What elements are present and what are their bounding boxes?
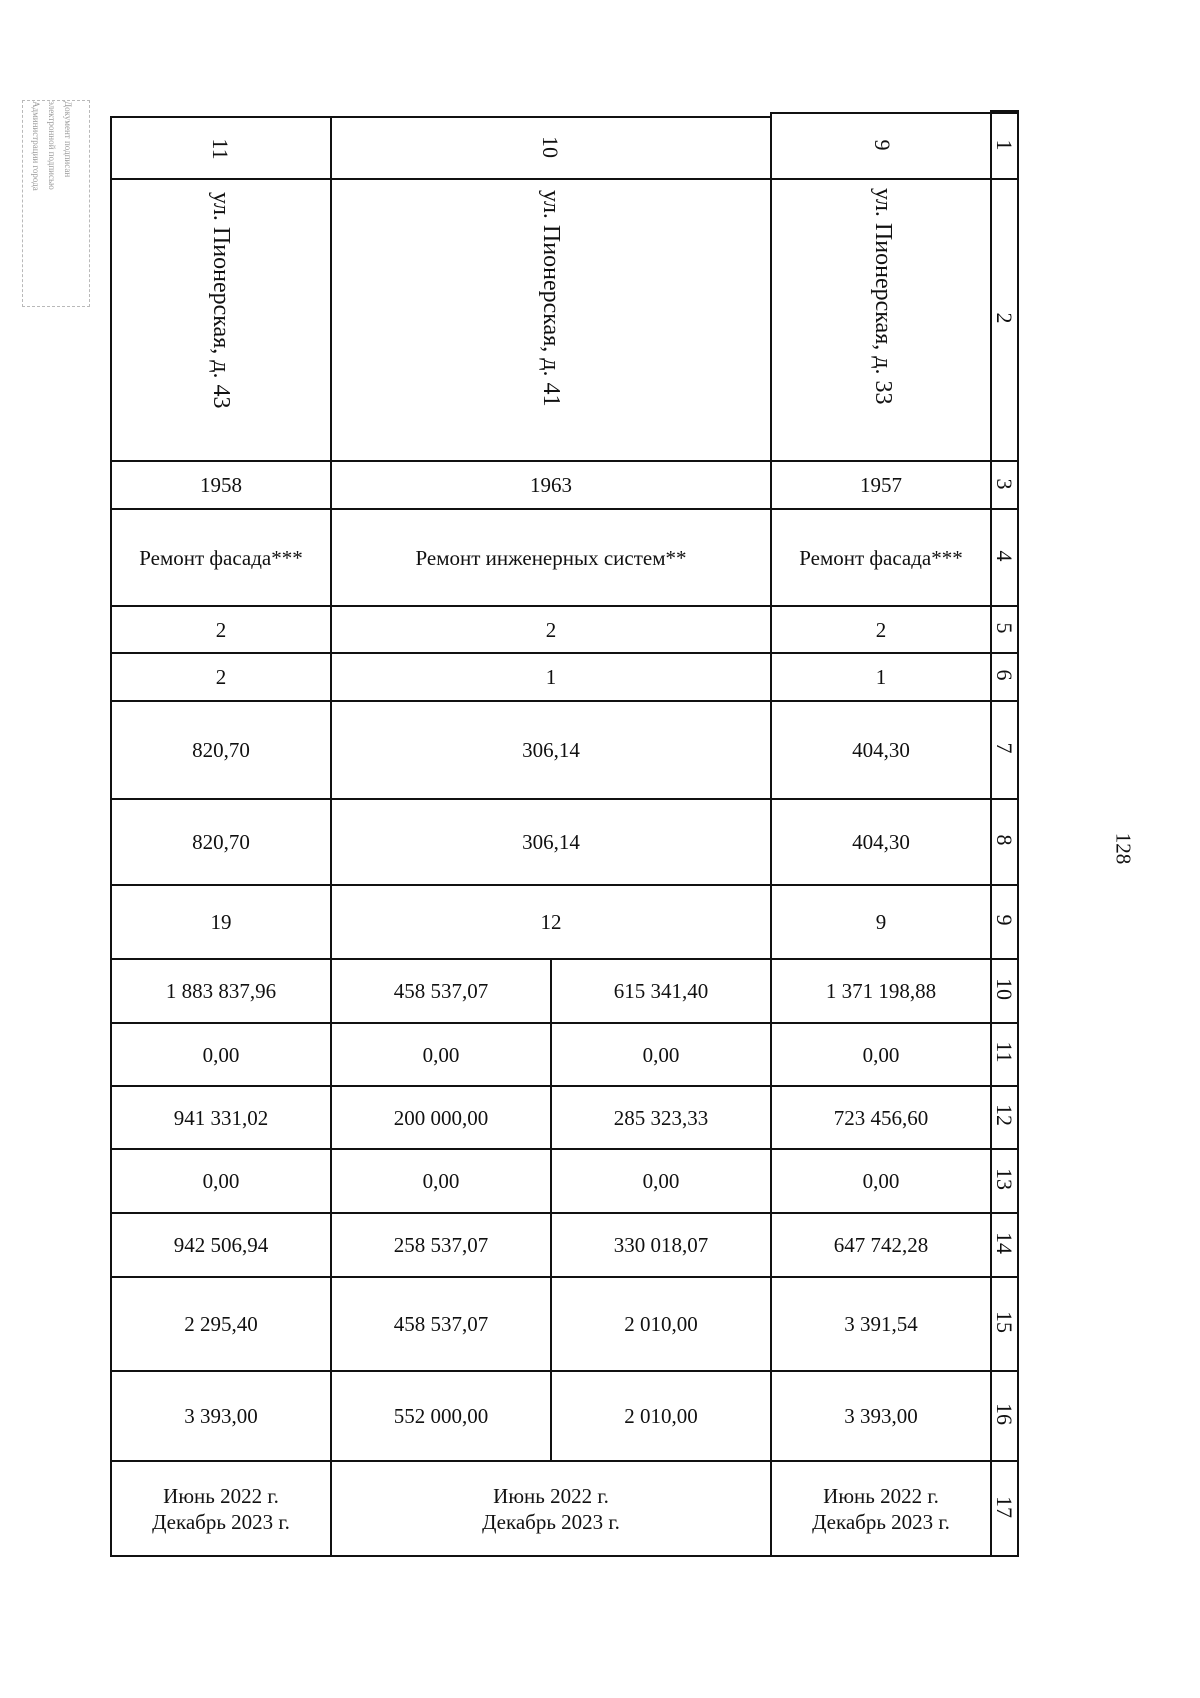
cell-11-a: 0,00: [422, 1042, 460, 1067]
cell-9: 19: [210, 910, 232, 934]
address: ул. Пионерская, д. 33: [870, 188, 896, 405]
cell-11-b: 0,00: [642, 1042, 680, 1067]
cell-16-a: 552 000,00: [393, 1404, 489, 1428]
cell-14-a: 258 537,07: [393, 1233, 489, 1257]
stamp-line: Документ подписан: [63, 101, 73, 178]
cell-5: 2: [875, 617, 887, 642]
stamp-line: электронной подписью: [47, 101, 57, 190]
cell-13-b: 0,00: [642, 1169, 680, 1193]
column-number: 10: [992, 978, 1017, 1000]
cell-5: 2: [215, 617, 227, 642]
column-number: 15: [992, 1311, 1017, 1333]
cell-7: 820,70: [192, 738, 250, 762]
cell-17: Июнь 2022 г. Декабрь 2023 г.: [812, 1483, 950, 1534]
cell-13: 0,00: [202, 1169, 240, 1193]
column-number: 8: [992, 834, 1017, 846]
cell-16: 3 393,00: [844, 1404, 918, 1428]
column-number: 17: [992, 1496, 1017, 1518]
cell-12-b: 285 323,33: [613, 1105, 709, 1130]
cell-8: 306,14: [522, 830, 580, 854]
cell-16-b: 2 010,00: [624, 1404, 698, 1428]
column-number: 4: [992, 550, 1017, 562]
stamp-line: Администрации города: [31, 101, 41, 191]
cell-14-b: 330 018,07: [613, 1233, 709, 1257]
cell-14: 647 742,28: [833, 1233, 929, 1257]
cell-12: 723 456,60: [833, 1105, 929, 1130]
cell-12: 941 331,02: [173, 1105, 269, 1130]
address: ул. Пионерская, д. 41: [538, 190, 564, 407]
address: ул. Пионерская, д. 43: [208, 192, 234, 409]
year-built: 1963: [530, 473, 572, 497]
cell-15: 3 391,54: [844, 1312, 918, 1336]
page-number: 128: [1111, 832, 1136, 865]
column-number: 14: [992, 1232, 1017, 1254]
cell-14: 942 506,94: [173, 1233, 269, 1257]
cell-17: Июнь 2022 г. Декабрь 2023 г.: [482, 1483, 620, 1534]
column-number: 16: [992, 1403, 1017, 1425]
document-stamp: [22, 100, 90, 307]
cell-5: 2: [545, 617, 557, 642]
cell-10: 1 883 837,96: [165, 979, 277, 1003]
year-built: 1958: [200, 473, 242, 497]
work-type: Ремонт инженерных систем**: [415, 545, 687, 570]
cell-6: 1: [875, 665, 887, 689]
column-number: 12: [992, 1104, 1017, 1126]
cell-9: 12: [540, 910, 562, 934]
cell-11: 0,00: [862, 1042, 900, 1067]
record-number: 11: [208, 138, 233, 160]
column-number: 7: [992, 742, 1017, 754]
cell-6: 1: [545, 665, 557, 689]
cell-9: 9: [875, 910, 887, 934]
cell-7: 306,14: [522, 738, 580, 762]
cell-13: 0,00: [862, 1169, 900, 1193]
cell-10-a: 458 537,07: [393, 979, 489, 1003]
record-number: 10: [538, 136, 563, 158]
work-type: Ремонт фасада***: [139, 545, 303, 570]
column-number: 11: [992, 1041, 1017, 1063]
column-number: 1: [992, 139, 1017, 151]
column-number: 6: [992, 669, 1017, 681]
cell-7: 404,30: [852, 738, 910, 762]
cell-11: 0,00: [202, 1042, 240, 1067]
cell-15-a: 458 537,07: [393, 1312, 489, 1336]
cell-8: 404,30: [852, 830, 910, 854]
column-number: 9: [992, 914, 1017, 926]
cell-13-a: 0,00: [422, 1169, 460, 1193]
cell-10: 1 371 198,88: [825, 979, 937, 1003]
cell-10-b: 615 341,40: [613, 979, 709, 1003]
cell-15: 2 295,40: [184, 1312, 258, 1336]
cell-12-a: 200 000,00: [393, 1105, 489, 1130]
cell-15-b: 2 010,00: [624, 1312, 698, 1336]
cell-6: 2: [215, 665, 227, 689]
record-number: 9: [870, 139, 895, 151]
column-number: 5: [992, 622, 1017, 634]
column-number: 13: [992, 1168, 1017, 1190]
column-number: 3: [992, 478, 1017, 490]
year-built: 1957: [860, 473, 902, 497]
column-number: 2: [992, 312, 1017, 324]
work-type: Ремонт фасада***: [799, 545, 963, 570]
cell-16: 3 393,00: [184, 1404, 258, 1428]
cell-8: 820,70: [192, 830, 250, 854]
cell-17: Июнь 2022 г. Декабрь 2023 г.: [152, 1483, 290, 1534]
